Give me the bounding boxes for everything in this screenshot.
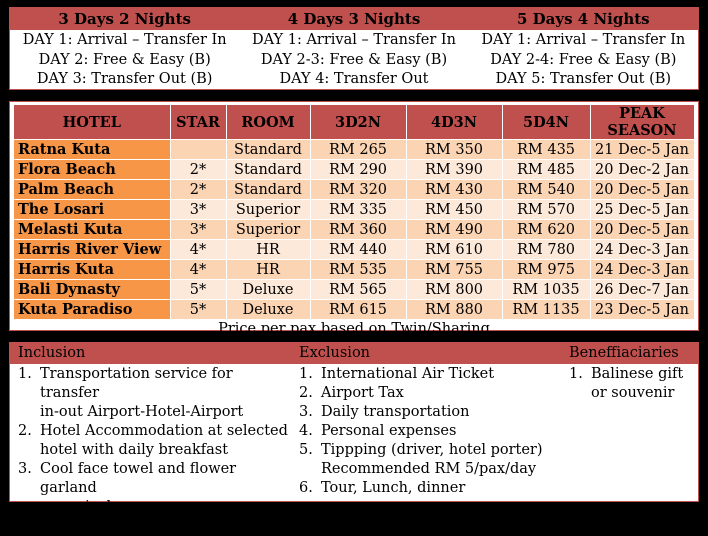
- inclusion-list: [18, 365, 296, 536]
- hotel-rates-panel: [9, 101, 699, 337]
- table-cell: Superior: [226, 220, 310, 240]
- table-cell: Deluxe: [226, 280, 310, 300]
- column-header-3d2n: 3D2N: [310, 105, 406, 140]
- table-cell: RM 350: [406, 140, 502, 160]
- package-title-4d3n: 4 Days 3 Nights: [287, 10, 421, 28]
- package-itinerary-4d3n: [239, 30, 468, 90]
- table-cell: RM 800: [406, 280, 502, 300]
- table-cell: RM 485: [502, 160, 590, 180]
- list-item-text: Tour, Lunch, dinner: [321, 480, 466, 496]
- list-item-text: Transportation service for transfer in-out Airport-Hotel-Airport: [40, 366, 244, 420]
- table-body: [14, 140, 694, 320]
- table-row: [14, 220, 694, 240]
- list-item-number: 2.: [18, 423, 32, 439]
- itinerary-line: DAY 4: Transfer Out: [279, 71, 429, 87]
- table-cell: RM 435: [502, 140, 590, 160]
- table-cell: RM 755: [406, 260, 502, 280]
- list-item-text: Balinese gift or souvenir: [591, 366, 684, 401]
- column-header-5d4n: 5D4N: [502, 105, 590, 140]
- table-row: [14, 140, 694, 160]
- table-cell: RM 610: [406, 240, 502, 260]
- table-cell: Deluxe: [226, 300, 310, 320]
- column-header-peak-season: PEAK SEASON: [590, 105, 694, 140]
- table-header-row: [14, 105, 694, 140]
- column-header-hotel: HOTEL: [14, 105, 170, 140]
- inclusions-header: [10, 343, 698, 364]
- table-cell: 4*: [170, 260, 226, 280]
- hotel-name-cell: Melasti Kuta: [14, 220, 170, 240]
- table-cell: Standard: [226, 160, 310, 180]
- list-item: [18, 517, 296, 536]
- table-cell: HR: [226, 260, 310, 280]
- table-cell: 24 Dec-3 Jan: [590, 260, 694, 280]
- column-header-4d3n: 4D3N: [406, 105, 502, 140]
- table-cell: RM 780: [502, 240, 590, 260]
- itinerary-line: DAY 2-3: Free & Easy (B): [260, 51, 448, 68]
- list-item-text: Driver service: [40, 518, 144, 534]
- list-item-number: 1.: [18, 366, 32, 382]
- list-item: [299, 479, 559, 498]
- table-cell: RM 440: [310, 240, 406, 260]
- table-cell: RM 620: [502, 220, 590, 240]
- list-item: [299, 441, 559, 479]
- table-cell: 20 Dec-5 Jan: [590, 220, 694, 240]
- table-cell: 4*: [170, 240, 226, 260]
- table-cell: 26 Dec-7 Jan: [590, 280, 694, 300]
- table-cell: RM 565: [310, 280, 406, 300]
- inclusions-panel: [9, 342, 699, 534]
- list-item-text: Personal expenses: [321, 423, 457, 439]
- table-cell: RM 335: [310, 200, 406, 220]
- table-row: [14, 180, 694, 200]
- benefits-title: Beneffiaciaries: [569, 345, 679, 361]
- table-cell: RM 880: [406, 300, 502, 320]
- hotel-name-cell: Bali Dynasty: [14, 280, 170, 300]
- list-item-number: 4.: [18, 518, 32, 534]
- table-cell: RM 320: [310, 180, 406, 200]
- list-item-text: Hotel Accommodation at selected hotel with daily breakfast: [40, 423, 288, 458]
- list-item-text: Tippping (driver, hotel porter) Recommended RM 5/pax/day: [321, 442, 543, 477]
- list-item: [569, 365, 697, 403]
- table-cell: RM 1135: [502, 300, 590, 320]
- table-row: [14, 280, 694, 300]
- hotel-name-cell: Flora Beach: [14, 160, 170, 180]
- list-item-text: International Air Ticket: [321, 366, 495, 382]
- list-item-number: 2.: [299, 385, 313, 401]
- table-row: [14, 300, 694, 320]
- hotel-name-cell: Kuta Paradiso: [14, 300, 170, 320]
- table-cell: 2*: [170, 180, 226, 200]
- table-cell: RM 430: [406, 180, 502, 200]
- exclusion-list: [299, 365, 559, 498]
- list-item-number: 1.: [569, 366, 583, 382]
- table-cell: 2*: [170, 160, 226, 180]
- list-item: [299, 365, 559, 384]
- exclusion-title: Exclusion: [299, 345, 371, 361]
- itinerary-line: DAY 1: Arrival – Transfer In: [481, 32, 686, 48]
- table-cell: RM 290: [310, 160, 406, 180]
- list-item-text: Airport Tax: [321, 385, 404, 401]
- table-cell: 5*: [170, 280, 226, 300]
- hotel-rates-table: [14, 105, 695, 319]
- itinerary-header: [10, 8, 698, 30]
- hotel-name-cell: Harris River View: [14, 240, 170, 260]
- table-cell: RM 450: [406, 200, 502, 220]
- package-title-3d2n: 3 Days 2 Nights: [58, 10, 191, 28]
- pricing-note: Price per pax based on Twin/Sharing: [218, 321, 490, 337]
- column-header-room: ROOM: [226, 105, 310, 140]
- table-cell: Standard: [226, 180, 310, 200]
- hotel-name-cell: The Losari: [14, 200, 170, 220]
- table-cell: RM 570: [502, 200, 590, 220]
- table-cell: RM 360: [310, 220, 406, 240]
- list-item-number: 5.: [299, 442, 313, 458]
- table-cell: 25 Dec-5 Jan: [590, 200, 694, 220]
- itinerary-line: DAY 1: Arrival – Transfer In: [252, 32, 456, 48]
- package-itinerary-5d4n: [469, 30, 698, 90]
- list-item-number: 3.: [18, 461, 32, 477]
- hotel-name-cell: Palm Beach: [14, 180, 170, 200]
- itinerary-line: DAY 5: Transfer Out (B): [495, 71, 672, 87]
- hotel-name-cell: Harris Kuta: [14, 260, 170, 280]
- table-row: [14, 260, 694, 280]
- table-cell: RM 490: [406, 220, 502, 240]
- list-item: [299, 384, 559, 403]
- table-cell: [170, 140, 226, 160]
- table-cell: RM 615: [310, 300, 406, 320]
- list-item-number: 3.: [299, 404, 313, 420]
- itinerary-line: DAY 2-4: Free & Easy (B): [490, 51, 677, 68]
- table-cell: RM 975: [502, 260, 590, 280]
- list-item: [299, 403, 559, 422]
- table-cell: RM 535: [310, 260, 406, 280]
- table-cell: 3*: [170, 200, 226, 220]
- table-cell: RM 390: [406, 160, 502, 180]
- list-item-text: Cool face towel and flower garland on arrival: [40, 461, 237, 515]
- table-cell: 3*: [170, 220, 226, 240]
- list-item-number: 4.: [299, 423, 313, 439]
- package-itinerary-3d2n: [10, 30, 239, 90]
- inclusion-title: Inclusion: [18, 345, 86, 361]
- itinerary-line: DAY 2: Free & Easy (B): [38, 51, 211, 68]
- table-cell: 20 Dec-5 Jan: [590, 180, 694, 200]
- table-cell: 23 Dec-5 Jan: [590, 300, 694, 320]
- list-item-number: 6.: [299, 480, 313, 496]
- table-cell: Standard: [226, 140, 310, 160]
- table-row: [14, 200, 694, 220]
- itinerary-line: DAY 3: Transfer Out (B): [36, 71, 213, 87]
- list-item: [18, 422, 296, 460]
- list-item-text: Daily transportation: [321, 404, 470, 420]
- itinerary-panel: [9, 7, 699, 90]
- table-row: [14, 160, 694, 180]
- table-cell: 20 Dec-2 Jan: [590, 160, 694, 180]
- list-item: [299, 422, 559, 441]
- table-cell: Superior: [226, 200, 310, 220]
- table-cell: HR: [226, 240, 310, 260]
- list-item-number: 1.: [299, 366, 313, 382]
- table-cell: 21 Dec-5 Jan: [590, 140, 694, 160]
- list-item: [18, 460, 296, 517]
- table-row: [14, 240, 694, 260]
- package-title-5d4n: 5 Days 4 Nights: [517, 10, 650, 28]
- table-cell: RM 265: [310, 140, 406, 160]
- list-item: [18, 365, 296, 422]
- hotel-name-cell: Ratna Kuta: [14, 140, 170, 160]
- table-cell: 5*: [170, 300, 226, 320]
- table-cell: RM 540: [502, 180, 590, 200]
- column-header-star: STAR: [170, 105, 226, 140]
- itinerary-line: DAY 1: Arrival – Transfer In: [22, 32, 227, 48]
- table-cell: 24 Dec-3 Jan: [590, 240, 694, 260]
- benefits-list: [569, 365, 697, 403]
- table-cell: RM 1035: [502, 280, 590, 300]
